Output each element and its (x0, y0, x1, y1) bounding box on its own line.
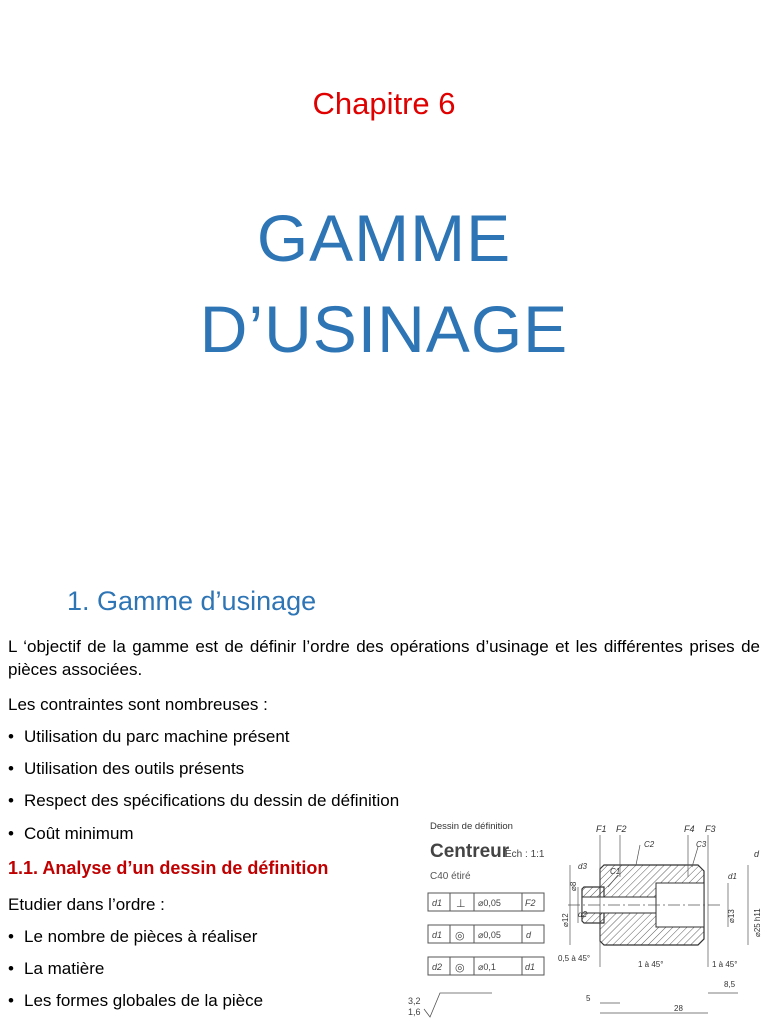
constraints-intro: Les contraintes sont nombreuses : (8, 695, 268, 714)
tol-datum: d1 (525, 962, 536, 972)
part-section-view (568, 865, 720, 945)
label-f1: F1 (596, 824, 607, 834)
tol-datum: d (526, 930, 532, 940)
dim-length-8-5: 8,5 (724, 980, 736, 989)
part-name: Centreur (430, 841, 510, 862)
label-d2: d2 (578, 910, 587, 919)
constraint-item (8, 759, 244, 779)
definition-drawing (408, 817, 764, 1024)
constraint-item (8, 727, 290, 747)
chapter-label: Chapitre 6 (312, 86, 456, 121)
subsection-title: 1.1. Analyse d’un dessin de définition (8, 858, 329, 878)
label-c3: C3 (696, 840, 707, 849)
study-item (8, 927, 257, 947)
bullet-symbol: • (8, 727, 14, 746)
bullet-symbol: • (8, 991, 14, 1010)
study-item (8, 959, 104, 979)
constraint-text: Respect des spécifications du dessin de définition (24, 791, 400, 810)
roughness-value: 1,6 (408, 1007, 421, 1017)
bullet-symbol: • (8, 927, 14, 946)
drawing-svg (408, 817, 764, 1024)
label-c2: C2 (644, 840, 655, 849)
constraint-text: Utilisation des outils présents (24, 759, 245, 778)
dim-chamfer-3: 1 à 45° (712, 960, 738, 969)
dim-chamfer-2: 1 à 45° (638, 960, 664, 969)
constraint-item (8, 824, 134, 844)
scale-label: Ech : 1:1 (505, 849, 545, 860)
label-f4: F4 (684, 824, 695, 834)
label-d1: d1 (728, 872, 737, 881)
constraint-item (8, 791, 399, 811)
section-title: 1. Gamme d’usinage (67, 586, 317, 616)
dim-d25: ⌀25 h11 (753, 908, 762, 937)
constraint-text: Coût minimum (24, 824, 134, 843)
label-f3: F3 (705, 824, 716, 834)
label-d3: d3 (578, 862, 587, 871)
label-d: d (754, 849, 760, 859)
drawing-header: Dessin de définition (430, 821, 513, 832)
bullet-symbol: • (8, 824, 14, 843)
title-line-1: GAMME (256, 201, 512, 275)
tol-value: ⌀0,1 (478, 962, 496, 972)
tol-symbol: ◎ (455, 962, 465, 974)
study-item (8, 991, 263, 1011)
objective-paragraph: L ‘objectif de la gamme est de définir l’ordre des opérations d’usinage et les différentes prises de pièces associées. (8, 637, 760, 679)
tol-value: ⌀0,05 (478, 930, 501, 940)
study-text: Les formes globales de la pièce (24, 991, 264, 1010)
tol-ref: d1 (432, 930, 443, 940)
bullet-symbol: • (8, 791, 14, 810)
tol-ref: d1 (432, 898, 443, 908)
dim-d8: ⌀8 (569, 881, 578, 891)
tol-value: ⌀0,05 (478, 898, 501, 908)
tolerance-frame-1 (428, 893, 544, 911)
tol-symbol: ⊥ (456, 898, 466, 910)
tol-ref: d2 (432, 962, 443, 972)
dim-d12: ⌀12 (561, 913, 570, 927)
bullet-symbol: • (8, 759, 14, 778)
material-label: C40 étiré (430, 871, 471, 882)
constraint-text: Utilisation du parc machine présent (24, 727, 290, 746)
study-intro: Etudier dans l’ordre : (8, 895, 165, 914)
label-c1: C1 (610, 867, 621, 876)
study-text: Le nombre de pièces à réaliser (24, 927, 258, 946)
dim-length-5: 5 (586, 994, 591, 1003)
dim-d13: ⌀13 (727, 909, 736, 923)
tolerance-frame-2 (428, 925, 544, 943)
bullet-symbol: • (8, 959, 14, 978)
label-f2: F2 (616, 824, 627, 834)
tolerance-frame-3 (428, 957, 544, 975)
roughness-value: 3,2 (408, 996, 421, 1006)
roughness-symbol (424, 993, 492, 1017)
dim-length-28: 28 (674, 1004, 683, 1013)
content-slide (0, 560, 768, 1024)
title-line-2: D’USINAGE (199, 292, 569, 366)
tol-symbol: ◎ (455, 930, 465, 942)
tol-datum: F2 (525, 898, 536, 908)
dim-chamfer-1: 0,5 à 45° (558, 954, 591, 963)
study-text: La matière (24, 959, 105, 978)
